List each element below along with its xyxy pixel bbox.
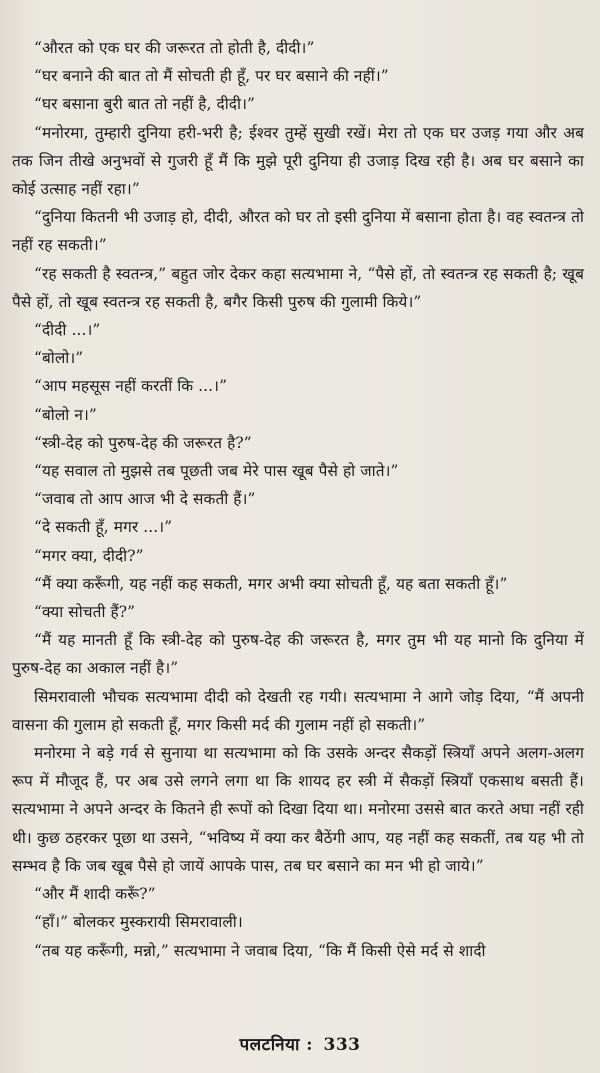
paragraph: “दे सकती हूँ, मगर ...।” <box>34 518 173 537</box>
paragraph: “हाँ।” बोलकर मुस्करायी सिमरावाली। <box>34 913 243 932</box>
paragraph: “आप महसूस नहीं करतीं कि ...।” <box>34 377 228 396</box>
paragraph: “क्या सोचती हैं?” <box>34 603 136 622</box>
page-number: 333 <box>323 1035 361 1055</box>
paragraph: मनोरमा ने बड़े गर्व से सुनाया था सत्यभामा को कि उसके अन्दर सैकड़ों स्त्रियाँ अपने अलग-अलग रूप में मौजूद हैं, पर अब उसे लगने लगा था कि शायद हर स्त्री में सैकड़ों स्त्रियाँ एकसाथ बसती हैं। सत्यभामा ने अपने अन्दर के कितने ही रूपों को दिखा दिया था। मनोरमा उससे बात करते अघा नहीं रही थी। कुछ ठहरकर पूछा था उसने, “भविष्य में क्या कर बैठेंगी आप, यह नहीं कह सकतीं, तब यह भी तो सम्भव है कि जब खूब पैसे हो जायें आपके पास, तब घर बसाने का मन भी हो जाये।” <box>12 744 584 875</box>
paragraph: “स्त्री-देह को पुरुष-देह की जरूरत है?” <box>34 433 252 452</box>
running-title: पलटनिया <box>239 1035 300 1055</box>
paragraph: “मैं क्या करूँगी, यह नहीं कह सकती, मगर अभी क्या सोचती हूँ, यह बता सकती हूँ।” <box>34 574 508 593</box>
paragraph: “बोलो न।” <box>34 405 97 424</box>
paragraph: “दुनिया कितनी भी उजाड़ हो, दीदी, औरत को घर तो इसी दुनिया में बसाना होता है। वह स्वतन्त्र तो नहीं रह सकती।” <box>12 208 584 255</box>
paragraph: सिमरावाली भौचक सत्यभामा दीदी को देखती रह गयी। सत्यभामा ने आगे जोड़ दिया, “मैं अपनी वासना की गुलाम हो सकती हूँ, मगर किसी मर्द की गुलाम नहीं हो सकती।” <box>12 687 584 734</box>
paragraph: “और मैं शादी करूँ?” <box>34 885 156 904</box>
paragraph: “मनोरमा, तुम्हारी दुनिया हरी-भरी है; ईश्वर तुम्हें सुखी रखें। मेरा तो एक घर उजड़ गया और अब तक जिन तीखे अनुभवों से गुजरी हूँ मैं कि मुझे पूरी दुनिया ही उजाड़ दिख रही है। अब घर बसाने का कोई उत्साह नहीं रहा।” <box>12 123 584 199</box>
paragraph: “तब यह करूँगी, मन्नो,” सत्यभामा ने जवाब दिया, “कि मैं किसी ऐसे मर्द से शादी <box>34 941 486 960</box>
paragraph: “यह सवाल तो मुझसे तब पूछती जब मेरे पास खूब पैसे हो जाते।” <box>34 462 399 481</box>
paragraph: “मैं यह मानती हूँ कि स्त्री-देह को पुरुष-देह की जरूरत है, मगर तुम भी यह मानो कि दुनिया में पुरुष-देह का अकाल नहीं है।” <box>12 631 584 678</box>
paragraph: “घर बनाने की बात तो मैं सोचती ही हूँ, पर घर बसाने की नहीं।” <box>34 67 389 86</box>
page-footer <box>0 1032 600 1055</box>
paragraph: “मगर क्या, दीदी?” <box>34 546 144 565</box>
paragraph: “रह सकती है स्वतन्त्र,” बहुत जोर देकर कहा सत्यभामा ने, “पैसे हों, तो स्वतन्त्र रह सकती है; खूब पैसे हों, तो खूब स्वतन्त्र रह सकती है, बगैर किसी पुरुष की गुलामी किये।” <box>12 264 584 311</box>
paragraph: “बोलो।” <box>34 349 84 368</box>
paragraph: “घर बसाना बुरी बात तो नहीं है, दीदी।” <box>34 95 255 114</box>
paragraph: “जवाब तो आप आज भी दे सकती हैं।” <box>34 490 256 509</box>
paragraph: “औरत को एक घर की जरूरत तो होती है, दीदी।” <box>34 39 315 57</box>
paragraph: “दीदी ...।” <box>34 321 101 340</box>
text-block <box>12 34 584 965</box>
footer-separator: : <box>306 1035 314 1055</box>
